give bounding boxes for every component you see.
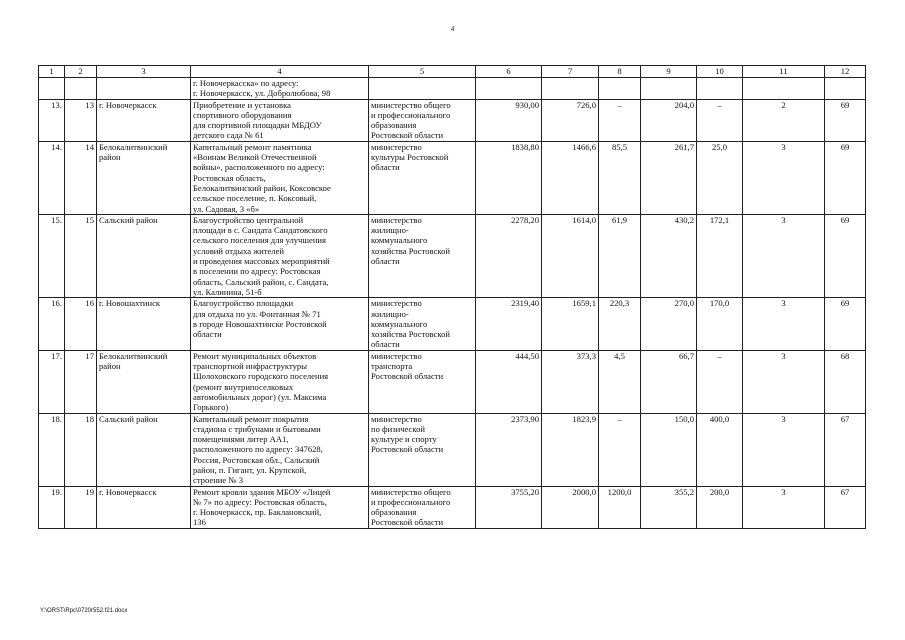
cell-other-funds: 172,1: [697, 214, 743, 297]
cell-index: 14: [65, 141, 97, 214]
cell-other-funds: 25,0: [697, 141, 743, 214]
cell-other-funds: –: [697, 99, 743, 141]
column-header: 10: [697, 66, 743, 78]
cell-row-number: 17.: [39, 350, 65, 413]
cell-index: 17: [65, 350, 97, 413]
cell-total-cost: 3755,20: [476, 486, 542, 528]
cell-ministry: министерство общего и профессионального образования Ростовской области: [369, 99, 476, 141]
cell-regional-budget: 1614,0: [542, 214, 599, 297]
cell-ministry: министерство по физической культуре и спорту Ростовской области: [369, 413, 476, 486]
column-header: 11: [743, 66, 825, 78]
cell-other-funds: 200,0: [697, 486, 743, 528]
column-header: 4: [191, 66, 369, 78]
cell-index: 15: [65, 214, 97, 297]
cell-row-number: 14.: [39, 141, 65, 214]
table-row: [39, 214, 866, 297]
program-table: [38, 65, 866, 529]
table-row: [39, 486, 866, 528]
table-row: [39, 298, 866, 350]
cell-local-budget: 1200,0: [599, 486, 641, 528]
cell-total-cost: 1838,80: [476, 141, 542, 214]
cell-local-budget: 220,3: [599, 298, 641, 350]
cell-category: 3: [743, 413, 825, 486]
cell-row-number: 19.: [39, 486, 65, 528]
column-header: 5: [369, 66, 476, 78]
cell-extra-budget: 204,0: [641, 99, 697, 141]
cell-local-budget: 85,5: [599, 141, 641, 214]
cell-score: 69: [825, 298, 866, 350]
column-header: 9: [641, 66, 697, 78]
cell-extra-budget: 355,2: [641, 486, 697, 528]
cell-municipality: г. Новочеркасск: [97, 486, 191, 528]
column-header: 8: [599, 66, 641, 78]
cell-object-description: Капитальный ремонт памятника «Воинам Великой Отечественной войны», расположенного по адресу: Ростовская область, Белокалитвинский район, Коксовское сельское поселение, п. Коксовый, ул. Садовая, 3 «б»: [191, 141, 369, 214]
cell-municipality: г. Новочеркасск: [97, 99, 191, 141]
cell-total-cost: 2373,90: [476, 413, 542, 486]
cell-regional-budget: 726,0: [542, 99, 599, 141]
column-header: 12: [825, 66, 866, 78]
cell-ministry: министерство культуры Ростовской области: [369, 141, 476, 214]
cell-object-description: Благоустройство центральной площади в с. Сандата Сандатовского сельского поселения для улучшения условий отдыха жителей и проведения массовых мероприятий в поселении по адресу: Ростовская область, Сальский район, с. Сандата, ул. Калинина, 51-б: [191, 214, 369, 297]
cell-row-number: [39, 78, 65, 100]
cell-total-cost: 930,00: [476, 99, 542, 141]
cell-object-description: г. Новочеркасска» по адресу: г. Новочеркасск, ул. Добролюбова, 98: [191, 78, 369, 100]
cell-municipality: Сальский район: [97, 214, 191, 297]
column-header: 3: [97, 66, 191, 78]
cell-object-description: Благоустройство площадки для отдыха по ул. Фонтанная № 71 в городе Новошахтинске Ростовской области: [191, 298, 369, 350]
cell-ministry: министерство транспорта Ростовской области: [369, 350, 476, 413]
cell-category: 3: [743, 141, 825, 214]
cell-extra-budget: 430,2: [641, 214, 697, 297]
column-header: 2: [65, 66, 97, 78]
column-header: 6: [476, 66, 542, 78]
cell-value: [697, 78, 743, 100]
cell-index: 18: [65, 413, 97, 486]
table-row: [39, 350, 866, 413]
cell-row-number: 16.: [39, 298, 65, 350]
cell-score: 69: [825, 141, 866, 214]
cell-index: 16: [65, 298, 97, 350]
continuation-row: [39, 78, 866, 100]
cell-ministry: министерство жилищно- коммунального хозяйства Ростовской области: [369, 298, 476, 350]
cell-category: 3: [743, 486, 825, 528]
cell-other-funds: 400,0: [697, 413, 743, 486]
cell-object-description: Ремонт муниципальных объектов транспортной инфраструктуры Шолоховского городского поселения (ремонт внутрипоселковых автомобильных дорог) (ул. Максима Горького): [191, 350, 369, 413]
cell-total-cost: 2319,40: [476, 298, 542, 350]
cell-regional-budget: 2000,0: [542, 486, 599, 528]
table-row: [39, 413, 866, 486]
cell-score: 68: [825, 350, 866, 413]
cell-local-budget: –: [599, 99, 641, 141]
cell-category: 2: [743, 99, 825, 141]
cell-municipality: Сальский район: [97, 413, 191, 486]
cell-municipality: г. Новошахтинск: [97, 298, 191, 350]
cell-extra-budget: 150,0: [641, 413, 697, 486]
cell-local-budget: 4,5: [599, 350, 641, 413]
cell-score: 69: [825, 99, 866, 141]
header-row: [39, 66, 866, 78]
cell-extra-budget: 270,0: [641, 298, 697, 350]
cell-index: 13: [65, 99, 97, 141]
cell-row-number: 18.: [39, 413, 65, 486]
cell-ministry: министерство общего и профессионального образования Ростовской области: [369, 486, 476, 528]
cell-object-description: Капитальный ремонт покрытия стадиона с трибунами и бытовыми помещениями литер АА1, расположенного по адресу: 347628, Россия, Ростовская обл., Сальский район, п. Гигант, ул. Крупской, строение № 3: [191, 413, 369, 486]
cell-extra-budget: 66,7: [641, 350, 697, 413]
cell-score: 69: [825, 214, 866, 297]
cell-value: [542, 78, 599, 100]
cell-local-budget: –: [599, 413, 641, 486]
cell-index: 19: [65, 486, 97, 528]
table-row: [39, 141, 866, 214]
cell-regional-budget: 1466,6: [542, 141, 599, 214]
cell-index: [65, 78, 97, 100]
cell-municipality: Белокалитвинский район: [97, 141, 191, 214]
cell-score: 67: [825, 486, 866, 528]
cell-total-cost: 2278,20: [476, 214, 542, 297]
cell-municipality: Белокалитвинский район: [97, 350, 191, 413]
cell-row-number: 13.: [39, 99, 65, 141]
cell-extra-budget: 261,7: [641, 141, 697, 214]
cell-local-budget: 61,9: [599, 214, 641, 297]
cell-regional-budget: 373,3: [542, 350, 599, 413]
cell-object-description: Ремонт кровли здания МБОУ «Лицей № 7» по адресу: Ростовская область, г. Новочеркасск, пр. Баклановский, 136: [191, 486, 369, 528]
column-header: 1: [39, 66, 65, 78]
cell-ministry: [369, 78, 476, 100]
cell-value: [641, 78, 697, 100]
cell-category: 3: [743, 298, 825, 350]
cell-ministry: министерство жилищно- коммунального хозяйства Ростовской области: [369, 214, 476, 297]
cell-value: [825, 78, 866, 100]
cell-value: [599, 78, 641, 100]
column-header: 7: [542, 66, 599, 78]
cell-category: 3: [743, 350, 825, 413]
table-row: [39, 99, 866, 141]
cell-category: 3: [743, 214, 825, 297]
cell-score: 67: [825, 413, 866, 486]
file-path-footer: Y:\ORST\Rpc\0720r552.f21.docx: [40, 608, 128, 614]
page-number: 4: [450, 25, 455, 33]
cell-row-number: 15.: [39, 214, 65, 297]
cell-total-cost: 444,50: [476, 350, 542, 413]
cell-object-description: Приобретение и установка спортивного оборудования для спортивной площадки МБДОУ детского сада № 61: [191, 99, 369, 141]
cell-value: [476, 78, 542, 100]
cell-value: [743, 78, 825, 100]
cell-municipality: [97, 78, 191, 100]
cell-other-funds: 170,0: [697, 298, 743, 350]
cell-regional-budget: 1659,1: [542, 298, 599, 350]
cell-regional-budget: 1823,9: [542, 413, 599, 486]
cell-other-funds: –: [697, 350, 743, 413]
